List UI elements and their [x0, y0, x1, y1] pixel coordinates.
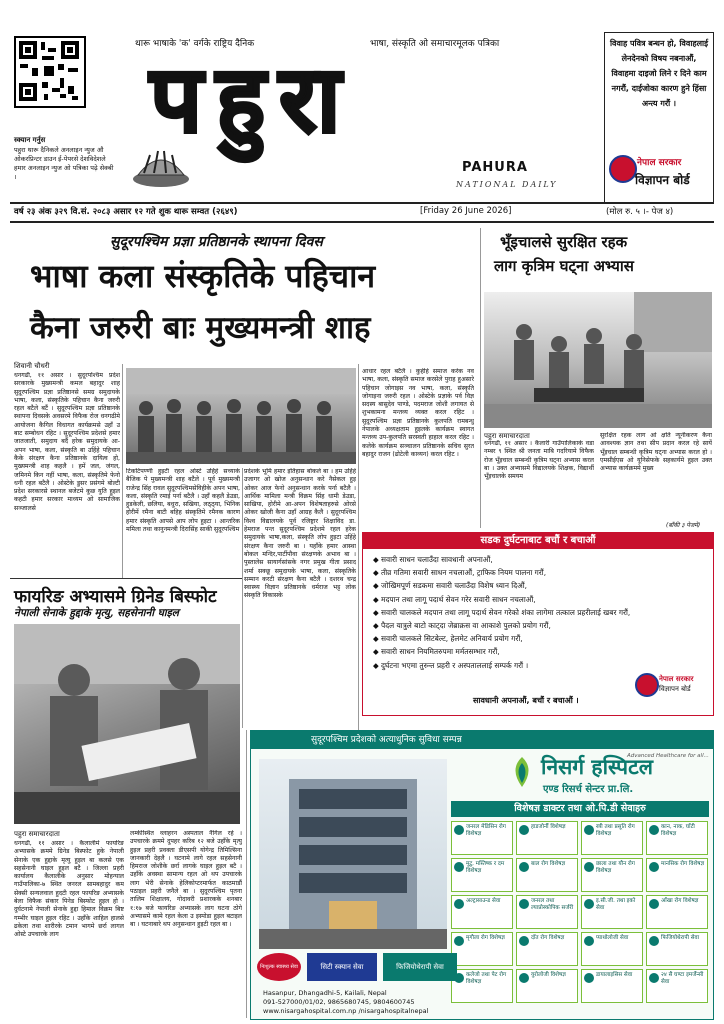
hospital-banner: सुदूरपश्चिम प्रदेशको अत्याधुनिक सुविधा सम्पन्न — [251, 731, 713, 749]
dowry-ad-org: नेपाल सरकार — [637, 158, 682, 168]
quake-more: (बाँकी ३ पेजमे) — [666, 522, 701, 529]
qr-label: स्क्यान गर्नुस — [14, 136, 46, 144]
hospital-logo-icon — [507, 755, 537, 789]
medical-icon — [454, 936, 464, 946]
road-safety-item: ◆ दुर्घटना भएमा तुरुन्त प्रहरी र अस्पताललाई सम्पर्क गरौं । — [373, 660, 529, 670]
service-item: हाडजोर्नी विशेषज्ञ — [516, 821, 578, 855]
service-item: छाला तथा यौन रोग विशेषज्ञ — [581, 858, 643, 892]
hospital-address: Hasanpur, Dhangadhi-5, Kailali, Nepal — [263, 989, 387, 997]
hospital-name-2: एण्ड रिसर्च सेन्टर प्रा.लि. — [543, 784, 634, 795]
lead-col-3: प्रदेशके भूमि हमार इतिहास बोकले बा । हम उहिंहे उजागर ओ खोज अनुसन्धान करे नैसेकल हुइ ओकर आज फेनो अनुसन्धान करके पर्ना बटैलै । आर्थिक मामिला मन्त्री विक्रम सिंह धामी डेउडा, साखिया, होरीमे आ-अपन विशेषताहरुसे ओरसे ओकर खोजी कैना उहाँ आग्रह कैलै । सुदूरपश्चिम विश्व विद्यालयके पूर्व रजिष्ट्रार शिक्षाविद डा. हेमराज पन्त सुदूरपश्चिम प्रदेशमे रहल हरेक समुदायके भाषा,कला, संस्कृति लोप हुइटा उहिंहे संरक्षण कैना जरुरी बा । यहाँके हमार आस्था बोकल मन्दिर,पार्टीपौवा संरक्षणके अभाव बा । पुस्तालेस सायार्गसांसके नगर प्रमुख गीता प्रसाद शर्मा सक्छू समुदायके भाषा, कला, संस्कृतिके सम्मान करटी संरक्षण कैना बटैलै । दशरथ चन्द्र स्वास्थ्य विज्ञान प्रतिष्ठानके धर्मराज भट्ट लोक संस्कृति विकासके — [244, 468, 356, 600]
qr-description: पहुरा थारू दैनिकले अनलाइन न्युज औ ओकरप्रिन्टर डाउन ई-पेपरसे देशविदेशले हमार अनलाइन न्युज ओ पत्रिका पढ़े सेक्बी । — [14, 146, 114, 181]
quake-col-1: धनगढी, ११ असार । कैलारी गाउँपालिकाके वडा नम्बर ९ स्थित श्री जनता माबि गदरियामे विफैक रोज भूँइचाल सम्बन्धी कृत्रिम घट्ना अभ्यास करल बा । उक्त अभ्यासमे विद्यालयके शिक्षक, विद्यार्थी भूँइचालके समयम — [484, 440, 594, 481]
medical-icon — [519, 862, 529, 872]
badge-physio: फिजियोथेरापी सेवा — [383, 953, 457, 981]
hospital-ad — [250, 730, 714, 1020]
dowry-ad-text: विवाह पवित्र बन्धन हो, विवाहलाई लेनदेनको विषय नबनाऔं, विवाहमा दाइजो लिने र दिने काम नगरौं, दाईजोका कारण हुने हिंसा अन्त्य गरौं । — [609, 39, 709, 108]
service-item: फिजियोथेरापी सेवा — [646, 932, 708, 966]
hospital-building — [259, 759, 447, 949]
service-grid — [451, 821, 709, 1003]
road-safety-ad — [362, 532, 714, 716]
masthead-logo: पहुरा — [150, 46, 355, 153]
service-item: मृगौला रोग विशेषज्ञ — [451, 932, 513, 966]
service-item: युरोलोजी विशेषज्ञ — [516, 969, 578, 1003]
road-safety-list — [363, 553, 713, 672]
dateline-price: (मोल रु. ५ ।- पेज ४) — [606, 207, 674, 217]
service-item: मानसिक रोग विशेषज्ञ — [646, 858, 708, 892]
firing-byline: पहुरा समाचारदाता — [14, 830, 60, 838]
lead-headline-2: कैना जरुरी बाः मुख्यमन्त्री शाह — [30, 310, 371, 346]
service-item: जनरल तथा ल्याप्रोस्कोपिक सर्जरी — [516, 895, 578, 929]
hospital-web: www.nisargahospital.com.np /nisargahospitalnepal — [263, 1007, 429, 1015]
hospital-tag: Advanced Healthcare for all... — [627, 753, 709, 759]
lead-byline: शिवानी चौधरी — [14, 362, 50, 370]
service-item: जनरल मेडिसिन रोग विशेषज्ञ — [451, 821, 513, 855]
medical-icon — [454, 825, 464, 835]
lead-col-1: धनगढी, ११ असार । सुदूरपश्चिम प्रदेश सरकारके मुख्यमन्त्री कमल बहादुर शाह सुदूरपश्चिम प्रज्ञा प्रतिष्ठानसे समग्र समुदायके भाषा, कला, संस्कृतिके पहिचान कैना जरुरी रहल बटैले बटैं । सुदूरपश्चिम प्रज्ञा प्रतिष्ठानके स्थापना दिवसके अवसरमे विफैक रोज धनगढीमे आयोजना कैगिल विधागत कार्यक्रमसे उहाँ उ बाट सम्बोधन रहिट । सुदूरपश्चिम प्रदेशसे हमार जातजाती, समुदाय बर्दै हरेक समुदायके आ-अपन भाषा, कला, संस्कृति बा उहिंहे पहिचान कैके संरक्षण कैना प्रतिष्ठानके दायित्व हो, मुख्यमन्त्री शाह कहलै । हमें जल, जंगल, जमिनमे किन नहीं भाषा, कला, संस्कृतिमे फेनो धनी रहल बटैलै । ओस्टेके डुसर प्रसंगमे बोल्टी प्रदेश सरकारसे स्थानल बजेटमे कुछ युति हुइल कहटी हमार सरकार माध्यम ओ सामाजिक सञ्जालसे — [14, 372, 120, 512]
medical-icon — [649, 899, 659, 909]
service-item: दाँत रोग विशेषज्ञ — [516, 932, 578, 966]
lead-headline-1: भाषा कला संस्कृतिके पहिचान — [30, 257, 376, 295]
qr-code[interactable] — [14, 36, 86, 108]
dowry-ad — [604, 32, 714, 204]
firing-col-1: धनगढी, ११ असार । कैलालीमे फायरिङ अभ्यासके क्रममे ग्रिनेड बिस्फोट हुके नेपाली सेनाके एक हुद्दाके मृत्यु हुइल बा कलसे एक सहसेनानी घाइल हुइल बटै । जिल्ला प्रहरी कार्यालय कैलालीके अनुसार मोहन्याल गाउँपालिका-७ स्थित जनरल सामबहादुर कम सेक्सी सन्यलवाल हुदटी रहल फायरिङ अभ्यासके बेला विफैक संकार पिनेड बिस्फोट हुइल हो । दुर्घटनामे नेपाली सेनाके हुद्दा हिमाल विक्रम बिष्ट गम्भीर घाइल हुइल रहिट । उहाँके शाहिल हालसे ढकेला तथा शारीरके टमान भागमे छर्रा लागल ओस्टे उपचारके लाग — [14, 840, 124, 939]
medical-icon — [519, 899, 529, 909]
road-safety-item: ◆ सवारी साधन चलाउँदा सावधानी अपनाऔं, — [373, 555, 493, 564]
lead-col-2: टिकटिपण्णी हुइटी रहल ओस्टे उहिंहे सच्याके बैजिक पे मुख्यमन्त्री शाह बटैले । पूर्व मुख्यमन्त्री राजेन्द्र सिंह रावल सुदूरपश्चिमसेविहीके अपन भाषा, कला, संस्कृति रमाई पर्ना बटैलै । उहाँ कहलै डेउडा, हुडकेली, छलिया, बधुरा, सखिया, लठ्ठ्या, भिनिक होरीमें रमैना बाटी बहिह संस्कृतिमे रमैनक कारण हमार संस्कृति आपसे आप लोप हुइटा । आन्तरिक ममिला तथा कानुनमन्त्री दिरासिंह साकी सुदूरपश्चिम — [126, 468, 240, 534]
road-safety-item: ◆ सवारी चालकले सिटबेल्ट, हेलमेट अनिवार्य प्रयोग गरौं, — [373, 634, 523, 644]
medical-icon — [519, 973, 529, 983]
masthead-sub-en: NATIONAL DAILY — [456, 180, 558, 189]
medical-icon — [649, 973, 659, 983]
road-safety-org-2: विज्ञापन बोर्ड — [659, 685, 691, 693]
hospital-badges — [257, 953, 457, 983]
service-item: इ.सी.जी. तथा इको सेवा — [581, 895, 643, 929]
road-safety-item: ◆ सवारी साधन नियमितरुपमा मर्मतसम्भार गरौं, — [373, 647, 500, 657]
lead-col-4: आधार रहल बटैलै । कुहीहे समाज करेक नव भाषा, कला, संस्कृति समाज करसेले पुराह हुअसारे पहिचान जोगाइस नव भाषा, कला, संस्कृति जोगाइना जरुरी रहल । ओस्टेके प्रज्ञाके पर्व विज्ञ सदस्य बासुदेव पाण्डे, पदमराज जोशी लगायत से शुभकामना मन्तव्य व्यक्त करल रहिट । सुदूरपश्चिम प्रज्ञा प्रतिष्ठानके कुलपति रामबन्धु नेपालके अध्यक्षताम हुइलके कार्यक्रम स्वागत मन्तव्य उप-कुलपति सरस्वती हाहाल करल रहिट । कलेके कार्यक्रम सञ्चालन प्रतिष्ठानके सचिव सुरत बहादुर राजन (ढोटेली काव्यन) करल रहिट । — [362, 368, 474, 458]
road-safety-item: ◆ जोखिमपूर्ण सडकमा सवारी चलाउँदा विशेष ध्यान दिऔं, — [373, 581, 528, 591]
firing-col-2: लम्कीस्थित व्लाहरन अस्पताल नैगिल रहे । उपचारके क्रममे दुपहर करिब १२ बजे उहाँके मृत्यु हुइल प्रहरी प्रवक्ता डीएसपी योगेन्द्र तिमिल्सिना जानकारी देहलै । घटनामे लागे रहल सहसेनानी हिमराज जोशीके छर्रा लागके घाइल हुइल बटै । उहाँके अवस्था सामान्य रहल ओ थप उपचारके लाग भेरी सेनाके हेलिकोप्टरमार्फत काठमाडौं पठाइल प्रहरी जनैले बा । सुदूरपश्चिम पृतना तालिम शिक्षालय, गोदावरी प्रशारकके शनबार १:१७ बजे फायरिङ अभ्यासके लाग घटना ठोगे अभ्यासमे कामे रहल केला उ इस्पोडा हुइल बटाइल बा । घटनाबारे थप अनुसन्धान हुइटी रहल बा । — [130, 830, 242, 929]
service-item: कलेजो तथा पेट रोग विशेषज्ञ — [451, 969, 513, 1003]
road-safety-item: ◆ मदपान तथा लागू पदार्थ सेवन गरेर सवारी साधन नचलाऔं, — [373, 594, 536, 604]
firing-headline: फायरिङ अभ्यासमे ग्रिनेड बिस्फोट — [14, 587, 217, 607]
tagline-left: थारू भाषाके 'क' वर्गके राष्ट्रिय दैनिक — [135, 39, 255, 49]
service-item: बाल रोग विशेषज्ञ — [516, 858, 578, 892]
dowry-ad-org-2: विज्ञापन बोर्ड — [635, 173, 690, 187]
nepal-emblem-icon — [609, 155, 637, 183]
hospital-name: निसर्ग हस्पिटल — [541, 755, 653, 779]
road-safety-item: ◆ सवारी चालकले मदपान तथा लागू पदार्थ सेवन गरेको शंका लागेमा तत्काल प्रहरीलाई खबर गरौं, — [373, 607, 631, 617]
lead-photo — [126, 368, 356, 464]
medical-icon — [454, 899, 464, 909]
service-item: स्त्री तथा प्रसूति रोग विशेषज्ञ — [581, 821, 643, 855]
dateline-issue: वर्ष २३ अंक ३२९ वि.सं. २०८३ असार १२ गते शुक थारू सम्वत (२६४९) — [14, 207, 238, 217]
road-emblem-icon — [635, 673, 659, 697]
road-safety-org: नेपाल सरकार — [659, 675, 694, 683]
medical-icon — [454, 862, 464, 872]
firing-subhead: नेपाली सेनाके हुद्दाके मृत्यु, सहसेनानी घाइल — [14, 607, 179, 619]
service-item: अल्ट्रासाउन्ड सेवा — [451, 895, 513, 929]
medical-icon — [584, 862, 594, 872]
quake-photo — [484, 292, 712, 428]
medical-icon — [519, 825, 529, 835]
road-safety-footer: सावधानी अपनाऔं, बचौं र बचाऔं । — [473, 696, 579, 705]
medical-icon — [584, 899, 594, 909]
hospital-service-title: विशेषज्ञ डाक्टर तथा ओ.पि.डी सेवाहरु — [451, 801, 709, 817]
road-safety-item: ◆ पैदल यात्रुले बाटो काट्दा जेब्राक्रस वा आकाशे पुलको प्रयोग गरौं, — [373, 621, 551, 631]
quake-col-2: सुरक्षित रहक लाग ओ क्षति न्यूनीकरण कैना आवश्यक ज्ञान तथा सीप प्रदान करल रहे सायें भूँइचाल सम्बन्धी कृत्रिम घट्ना अभ्यास करल हो । एमसीईएस ओ यूनिसेफके सहकार्यमे हुइल उक्त अभ्यास कार्यक्रममे मुख्य — [600, 432, 712, 473]
tagline-right: भाषा, संस्कृति ओ समाचारमूलक पत्रिका — [370, 39, 500, 49]
medical-icon — [649, 936, 659, 946]
medical-icon — [584, 936, 594, 946]
service-item: मुटु, मस्तिष्क र दम विशेषज्ञ — [451, 858, 513, 892]
masthead-name-en: PAHURA — [462, 160, 528, 175]
quake-byline: पहुरा समाचारदाता — [484, 432, 530, 440]
service-item: प्याथोलोजी सेवा — [581, 932, 643, 966]
badge-ct-scan: सिटी स्क्यान सेवा — [307, 953, 377, 981]
medical-icon — [649, 862, 659, 872]
hospital-phone: 091-527000/01/02, 9865680745, 9804600745 — [263, 998, 415, 1006]
medical-icon — [649, 825, 659, 835]
quake-headline-2: लाग कृत्रिम घट्ना अभ्यास — [494, 257, 634, 275]
service-item: कान, नाक, घाँटी विशेषज्ञ — [646, 821, 708, 855]
medical-icon — [519, 936, 529, 946]
badge-free-service: निःशुल्क स्वास्थ्य सेवा — [257, 953, 301, 981]
lead-kicker: सुदूरपश्चिम प्रज्ञा प्रतिष्ठानके स्थापना दिवस — [110, 234, 323, 250]
medical-icon — [584, 825, 594, 835]
service-item: २४ सै घण्टा इमर्जेन्सी सेवा — [646, 969, 708, 1003]
road-safety-title: सडक दुर्घटनाबाट बचौं र बचाऔं — [363, 533, 713, 549]
dateline-date: [Friday 26 June 2026] — [420, 206, 512, 216]
firing-photo — [14, 624, 240, 824]
service-item: आँखा रोग विशेषज्ञ — [646, 895, 708, 929]
quake-headline-1: भूँइचालसे सुरक्षित रहक — [500, 233, 628, 251]
service-item: डायालाइसिस सेवा — [581, 969, 643, 1003]
logo-artwork — [130, 135, 192, 190]
medical-icon — [584, 973, 594, 983]
road-safety-item: ◆ तीव्र गतिमा सवारी साधन नचलाऔं, ट्राफिक नियम पालना गरौं, — [373, 568, 547, 578]
